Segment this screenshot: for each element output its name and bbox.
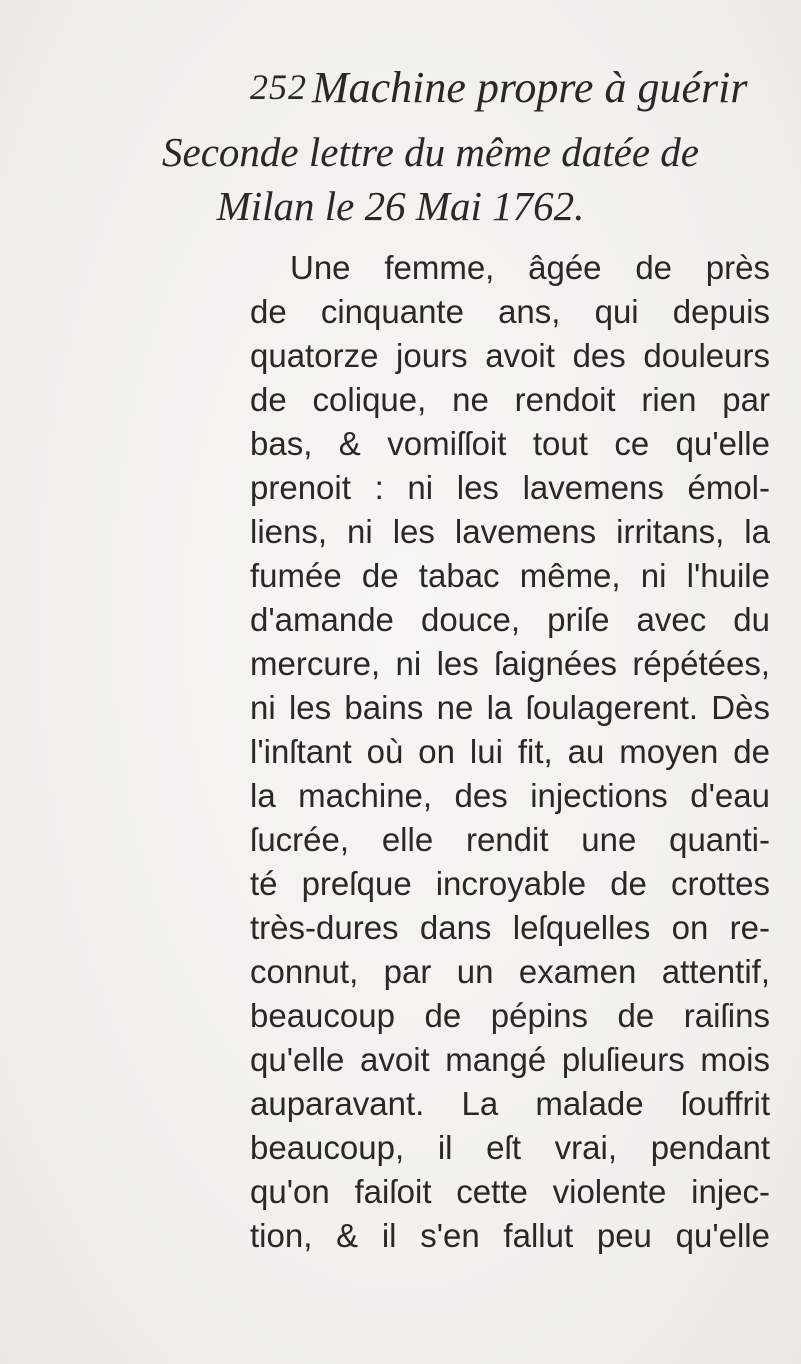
body-line: mercure, ni les ſaignées répétées, — [250, 645, 770, 682]
body-line: auparavant. La malade ſouffrit — [250, 1085, 770, 1122]
body-line: Une femme, âgée de près — [290, 249, 770, 286]
body-line: ſucrée, elle rendit une quanti- — [250, 821, 770, 858]
body-line: fumée de tabac même, ni l'huile — [250, 557, 770, 594]
body-line: bas, & vomiſſoit tout ce qu'elle — [250, 425, 770, 462]
page-number: 252 — [250, 67, 307, 107]
body-line: l'inſtant où on lui fit, au moyen de — [250, 733, 770, 770]
body-line: beaucoup, il eſt vrai, pendant — [250, 1129, 770, 1166]
letter-title-line-1: Seconde lettre du même datée de — [162, 129, 699, 175]
body-line: liens, ni les lavemens irritans, la — [250, 513, 770, 550]
body-line: de colique, ne rendoit rien par — [250, 381, 770, 418]
body-line: tion, & il s'en fallut peu qu'elle — [250, 1217, 770, 1254]
body-line: qu'elle avoit mangé pluſieurs mois — [250, 1041, 770, 1078]
page-header — [250, 62, 770, 112]
body-line: d'amande douce, priſe avec du — [250, 601, 770, 638]
body-line: ni les bains ne la ſoulagerent. Dès — [250, 689, 770, 726]
body-line: prenoit : ni les lavemens émol- — [250, 469, 770, 506]
body-line: té preſque incroyable de crottes — [250, 865, 770, 902]
body-line: beaucoup de pépins de raiſins — [250, 997, 770, 1034]
running-head: Machine propre à guérir — [312, 63, 748, 112]
body-line: très-dures dans leſquelles on re- — [250, 909, 770, 946]
letter-title-line-2: Milan le 26 Mai 1762. — [216, 183, 585, 229]
body-line: quatorze jours avoit des douleurs — [250, 337, 770, 374]
body-line: qu'on faiſoit cette violente injec- — [250, 1173, 770, 1210]
body-line: la machine, des injections d'eau — [250, 777, 770, 814]
body-line: connut, par un examen attentif, — [250, 953, 770, 990]
body-line: de cinquante ans, qui depuis — [250, 293, 770, 330]
